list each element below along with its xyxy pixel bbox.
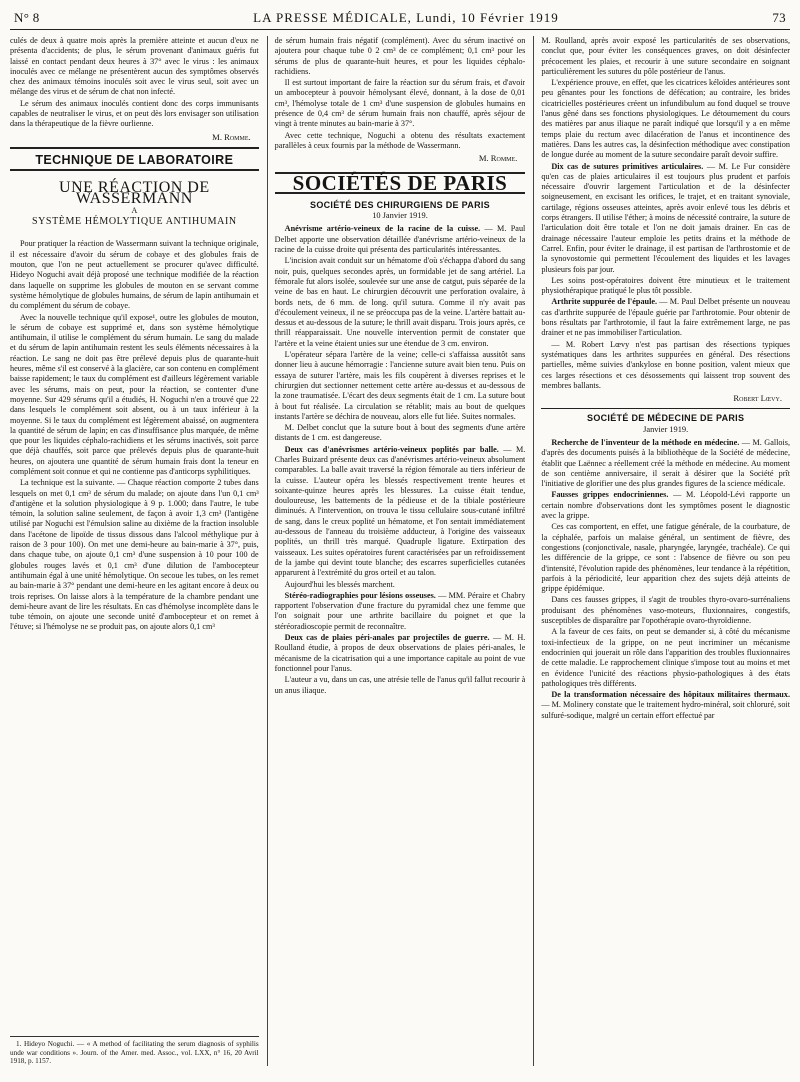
report-title: Deux cas de plaies péri-anales par projectiles de guerre. xyxy=(284,633,490,643)
report-list xyxy=(275,224,526,695)
article-subtitle: SYSTÈME HÉMOLYTIQUE ANTIHUMAIN xyxy=(31,216,237,228)
paragraph: L'incision avait conduit sur un hématome d'où s'échappa d'abord du sang noir, puis, quelques secondes après, un formidable jet de sang artériel. La fémorale fut alors isolée, soulevée sur une anse de catgut, puis séparée de la veine de bas en haut. Le chirurgien découvrit une perforation ovalaire, à bords nets, de 6 mm. de long. qu'il sutura. Comme il n'y avait pas d'écoulement veineux, il ne se préoccupa pas de la veine. L'artère battait au-dessus et au-dessous de la suture; le thrill avait disparu. Trois jours après, ce thrill réapparaissait. Une nouvelle intervention permit de constater que l'artère et la veine étaient unies sur une étendue de 3 cm. environ. xyxy=(274,256,526,348)
paragraph: Il est surtout important de faire la réaction sur du sérum frais, et d'avoir un ambocepteur à pouvoir hémolysant élevé, donnant, à la dose de 0,01 cm³, l'hémolyse totale de 1 cm³ d'une suspension de globules humains en présence de 0,4 cm³ de sérum humain frais non chauffé, après séjour de vingt à trente minutes au bain-marie à 37°. xyxy=(274,78,526,129)
paragraph: de sérum humain frais négatif (complément). Avec du sérum inactivé on ajoutera pour chaque tube 0 2 cm³ de ce complément; 0,1 cm³ pour les sérums de plus de quarante-huit heures, et pour les liquides céphalo-rachidiens. xyxy=(274,36,526,76)
report-text: — M. H. Roulland étudie, à propos de deux observations de plaies péri-anales, le mécanisme de la cicatrisation qui a une importance capitale au point de vue fonctionnel pour l'anus. xyxy=(274,633,526,673)
report-item xyxy=(541,162,790,275)
report-text: — MM. Péraire et Chabry rapportent l'observation d'une fracture du pyramidal chez une femme que l'on soignait pour une arthrite bacillaire du poignet et que la stéréoradioscopie permit de reconnaître. xyxy=(274,590,526,631)
section-banner: TECHNIQUE DE LABORATOIRE xyxy=(10,152,259,171)
paragraph: Ces cas comportent, en effet, une fatigue générale, de la courbature, de la céphalée, parfois un malaise général, un sentiment de fièvre, des congestions (conjonctivale, nasale, pharyngée, laryngée, trachéale). Ce qui les différencie de la grippe, ce sont : l'absence de fièvre ou son peu d'intensité, l'évolution rapide des phénomènes, leur tendance à la répétition, parfois à la périodicité, leur apparition chez des sujets déjà atteints de grippe épidémique. xyxy=(541,522,790,594)
paragraph: Le sérum des animaux inoculés contient donc des corps immunisants capables de neutraliser le virus, et on peut dès lors envisager son utilisation dans la thérapeutique de la fièvre ourlienne. xyxy=(10,98,259,129)
report-title: Anévrisme artério-veineux de la racine de la cuisse. xyxy=(284,224,481,234)
paragraph: M. Roulland, après avoir exposé les particularités de ses observations, conclut que, pour éviter les conséquences graves, on doit désinfecter précocement les plaies, et recourir à une suture secondaire en soignant particulièrement les sutures du pôle postérieur de l'anus. xyxy=(541,36,790,76)
society-heading: SOCIÉTÉ DE MÉDECINE DE PARIS xyxy=(587,413,745,424)
column-1 xyxy=(10,36,259,1066)
paragraph: Les soins post-opératoires doivent être minutieux et le traitement physiothérapique pratiqué le plus tôt possible. xyxy=(541,275,790,296)
paragraph: M. Delbet conclut que la suture bout à bout des segments d'une artère distants de 1 cm. est dangereuse. xyxy=(274,423,526,443)
report-text: — M. Gallois, d'après des documents puisés à la bibliothèque de la Société de médecine, établit que Laënnec a réellement créé la méthode en médecine. Au moment de son centième anniversaire, il serait à désirer que la Société prît l'initiative de glorifier une des plus grandes figures de la science médicale. xyxy=(541,437,790,489)
report-title: Stéréo-radiographies pour lésions osseuses. xyxy=(284,590,436,600)
paragraph: Avec cette technique, Noguchi a obtenu des résultats exactement parallèles à ceux fournis par la méthode de Wassermann. xyxy=(274,130,526,150)
paragraph: culés de deux à quatre mois après la première atteinte et aucun d'eux ne présenta d'accidents; de plus, le sérum provenant d'animaux guéris fut laissé en contact pendant deux heures à 37° avec le virus : les animaux inoculés avec ce mélange ne présentèrent aucun des symptômes observés chez des animaux témoins inoculés soit avec le virus seul, soit avec un mélange des virus et de sérum de chat non infecté. xyxy=(10,36,259,97)
report-item xyxy=(541,297,790,338)
report-text: — M. Molinery constate que le traitement hydro-minéral, soit chloruré, soit sulfuré-sodique, malgré un certain effort effectué par xyxy=(541,700,790,720)
report-list xyxy=(541,438,790,721)
paragraph: L'expérience prouve, en effet, que les cicatrices kéloïdes antérieures sont peu gênantes pour les fonctions de défécation; au contraire, les brides cicatricielles postérieures créent un infundibulum au fond duquel se trouve l'anus gêné dans ses fonctions physiologiques. Le détournement du cours des matières par anus iliaque ne paraît indiqué que lorsqu'il y a en même temps plaie du rectum avec dilacération de l'anus et incontinence des matières. Dans les autres cas, la désinfection méthodique avec constipation de longue durée au moment de la suture secondaire paraît devoir suffire. xyxy=(541,78,790,160)
footnote-text: 1. Hideyo Noguchi. — « A method of facilitating the serum diagnosis of syphilis unde war conditions ». Journ. of the Amer. med. Assoc., vol. LXX, n° 16, 20 Avril 1918, p. 1157. xyxy=(10,1040,259,1066)
journal-title: LA PRESSE MÉDICALE, Lundi, 10 Février 1919 xyxy=(253,10,559,25)
columns xyxy=(10,36,790,1066)
signature: Robert Lœvy. xyxy=(733,393,782,404)
report-title: De la transformation nécessaire des hôpitaux militaires thermaux. xyxy=(551,690,790,700)
article-title-connector: A xyxy=(131,205,138,215)
report-text: — M. Le Fur considère qu'en cas de plaies articulaires il est toujours plus prudent et parfois nécessaire d'ouvrir largement l'articulation et de la désinfecter soigneusement, en excisant les orifices, le trajet, et en traitant synoviale, cartilage, régions osseuses atteintes, après avoir enlevé tous les débris et corps étrangers. Il utilise l'éther; à moins de nécessité contraire, la suture de l'articulation doit être totale et l'on ne doit jamais drainer. En cas de drainage nécessaire l'auteur emploie les petits drains et la méthode de Carrel. Enfin, pour éviter le drainage, il est partisan de l'arthrostomie et de la synovostomie qui permettent l'écoulement des liquides et les lavages plusieurs fois par jour. xyxy=(541,161,790,274)
report-item xyxy=(275,591,526,632)
report-item xyxy=(541,690,790,721)
newspaper-page xyxy=(10,0,790,1078)
paragraph: Dans ces fausses grippes, il s'agit de troubles thyro-ovaro-surrénaliens produisant des phénomènes vaso-moteurs, fluxionnaires, congestifs, susceptibles de disparaître par l'opothérapie ovaro-thyroïdienne. xyxy=(541,595,790,626)
paragraph: Pour pratiquer la réaction de Wassermann suivant la technique originale, il est nécessaire d'avoir du sérum de cobaye et des globules frais de mouton, que l'on ne peut actuellement se procurer qu'avec difficulté. Hideyo Noguchi avait déjà proposé une technique modifiée de la réaction dans laquelle on supprime les globules de mouton en se servant comme système hémolytique de globules humains, de sérum de lapin antihumain et du complément du sérum de cobaye. xyxy=(10,239,259,311)
article-title: UNE RÉACTION DE WASSERMANN xyxy=(59,179,210,207)
signature: M. Romme. xyxy=(478,153,518,164)
report-text: — M. Paul Delbet apporte une observation détaillée d'anévrisme artério-veineux de la racine de la cuisse droite qui présenta des particularités intéressantes. xyxy=(274,224,526,255)
session-date: Janvier 1919. xyxy=(643,424,689,434)
page-number: 73 xyxy=(772,10,786,25)
paragraph: — M. Robert Lœvy n'est pas partisan des résections typiques systématiques dans les arthrites suppurées en général. Des résections partielles, même suivies d'ankylose en bonne position, valent mieux que ces larges résections et ces désossements qui laissent trop souvent des membres ballants. xyxy=(541,339,790,390)
report-list xyxy=(541,162,790,392)
divider xyxy=(10,147,259,149)
paragraph: La technique est la suivante. — Chaque réaction comporte 2 tubes dans lesquels on met 0,1 cm³ de sérum du malade; on ajoute dans l'un 0,1 cm³ d'antigène et la solution physiologique à 9 p. 1.000; dans l'autre, le tube témoin, la solution saline seulement, de façon à avoir 1,3 cm³ (l'antigène utilisé par Noguchi est l'émulsion saline au dixième de la fraction insoluble dans l'acétone de lipoïde de tissus dissous dans l'alcool méthylique pur à raison de 3 pour 100). On met une demi-heure au bain-marie à 37°, puis, dans chaque tube, on ajoute 0,1 cm³ d'une suspension à 10 pour 100 de globules rouges lavés et 0,1 cm³ d'une dilution de l'ambocepteur antihumain égal à une unité hémolytique. On secoue les tubes, on les remet au bain-marie à 37° pendant une demi-heure en les agitant encore à deux ou trois reprises. On laisse alors à la température de la chambre pendant une demi-heure avant de lire les résultats. En cas d'hémolyse incomplète dans le tube témoin, on ajoute une seconde unité d'ambocepteur et on remet à l'étuve; si l'hémolyse ne se produit pas, on ajoute alors 0,1 cm³ xyxy=(10,478,259,632)
report-item xyxy=(275,224,526,255)
report-item xyxy=(541,438,790,489)
society-heading: SOCIÉTÉ DES CHIRURGIENS DE PARIS xyxy=(310,199,490,210)
column-2 xyxy=(267,36,526,1066)
report-item xyxy=(541,490,790,521)
paragraph: Aujourd'hui les blessés marchent. xyxy=(284,579,395,589)
report-item xyxy=(275,633,526,674)
report-title: Deux cas d'anévrismes artério-veineux poplités par balle. xyxy=(284,444,499,454)
societies-banner: SOCIÉTÉS DE PARIS xyxy=(275,172,526,194)
session-date: 10 Janvier 1919. xyxy=(372,211,428,221)
paragraph: L'opérateur sépara l'artère de la veine; celle-ci s'affaissa aussitôt sans donner lieu à aucune hémorragie : l'ancienne suture avait bien tenu. Puis on essaya de suturer l'artère, mais les fils coupèrent à diverses reprises et le chirurgien dut sectionner nettement cette artère au-dessus et au-dessous de la zone traumatisée. L'écart des deux segments était de 1 cm. La suture bout à bout fut réalisée. La circulation se rétablit; mais au bout de quelques instants l'artère se déchira de nouveau, alors elle fut liée. Suites normales. xyxy=(274,350,526,421)
report-item xyxy=(275,445,526,579)
paragraph: Avec la nouvelle technique qu'il expose¹, outre les globules de mouton, le sérum de cobaye est supprimé et, dans son système hémolytique antihumain, il utilise le complément du sérum humain. Le sang du malade et du sérum de lapin antihumain restent les seuls éléments nécessaires à la réaction. Le sang ne doit pas être prélevé depuis plus de quarante-huit heures, même s'il est conservé à la glacière, car son contenu en complément baisse rapidement; le taux du complément est d'ailleurs légèrement variable avec les sérums, mais on peut, pour la réaction, se contenter d'une moyenne. Sur 429 sérums qu'il a étudiés, H. Noguchi n'en a trouvé que 22 dans lesquels le complément soit absent, ou à un taux inférieur à la moyenne. Si le taux du complément est légèrement abaissé, on augmentera la quantité de sérum de lapin; en cas d'insuffisance plus marquée, de même que pour les liquides céphalo-rachidiens et les sérums inactivés, soit parce que déjà chauffés, soit parce que prélevés depuis plus de quarante-huit heures, on ajoutera une quantité de sérum humain frais dont la teneur en complément soit connue et qui ne contienne pas d'anticorps syphilitiques. xyxy=(10,312,259,476)
signature: M. Romme. xyxy=(212,131,251,142)
paragraph: L'auteur a vu, dans un cas, une atrésie telle de l'anus qu'il fallut recourir à un anus iliaque. xyxy=(274,675,526,695)
divider xyxy=(541,408,790,409)
issue-number: N° 8 xyxy=(14,10,40,25)
report-text: — M. Léopold-Lévi rapporte un certain nombre d'observations dont les symptômes posent le diagnostic avec la grippe. xyxy=(541,490,790,521)
report-text: — M. Paul Delbet présente un nouveau cas d'arthrite suppurée de l'épaule guérie par l'arthrotomie. Pour obtenir de bons résultats par l'arthrotomie, il faut la faire extrêmement large, ne pas drainer et ne pas immobiliser l'articulation. xyxy=(541,297,790,338)
report-text: — M. Charles Buizard présente deux cas d'anévrismes artério-veineux absolument comparables. La balle avait traversé la région fémorale au tiers inférieur de la cuisse. L'auteur opéra les blessés respectivement trente heures et soixante-quinze heures après les blessures. La cuisse était tendue, douloureuse, les battements de la pédieuse et de la tibiale postérieure diminués. A l'intervention, on trouva le tissu cellulaire sous-cutané infiltré de sang, dans le creux poplité un hématome, et l'on sentait immédiatement au-dessous de l'anneau du troisième adducteur, à l'origine des vaisseaux poplités, un thrill très marqué. Quadruple ligature. Extirpation des vaisseaux. Les suites opératoires furent caractérisées par un refroidissement de la jambe qui devint toute blanche; des escarres superficielles cutanées apparurent à l'extrémité du gros orteil et au talon. xyxy=(274,444,526,578)
paragraph: A la faveur de ces faits, on peut se demander si, à côté du mécanisme toxi-infectieux de la grippe, on ne peut incriminer un mécanisme endocrinien qui jouerait un rôle dans l'apparition des troubles fluxionnaires de cette maladie. Le rapprochement clinique s'impose tout au moins et met en évidence l'unicité des réactions physio-pathologiques à des états pathologiques très différents. xyxy=(541,627,790,688)
column-3 xyxy=(533,36,790,1066)
report-title: Fausses grippes endocriniennes. xyxy=(551,490,669,500)
report-title: Arthrite suppurée de l'épaule. xyxy=(551,297,658,307)
report-title: Dix cas de sutures primitives articulaires. xyxy=(551,161,704,171)
page-header xyxy=(10,10,790,30)
footnote xyxy=(10,1036,259,1066)
report-title: Recherche de l'inventeur de la méthode en médecine. xyxy=(551,437,740,447)
